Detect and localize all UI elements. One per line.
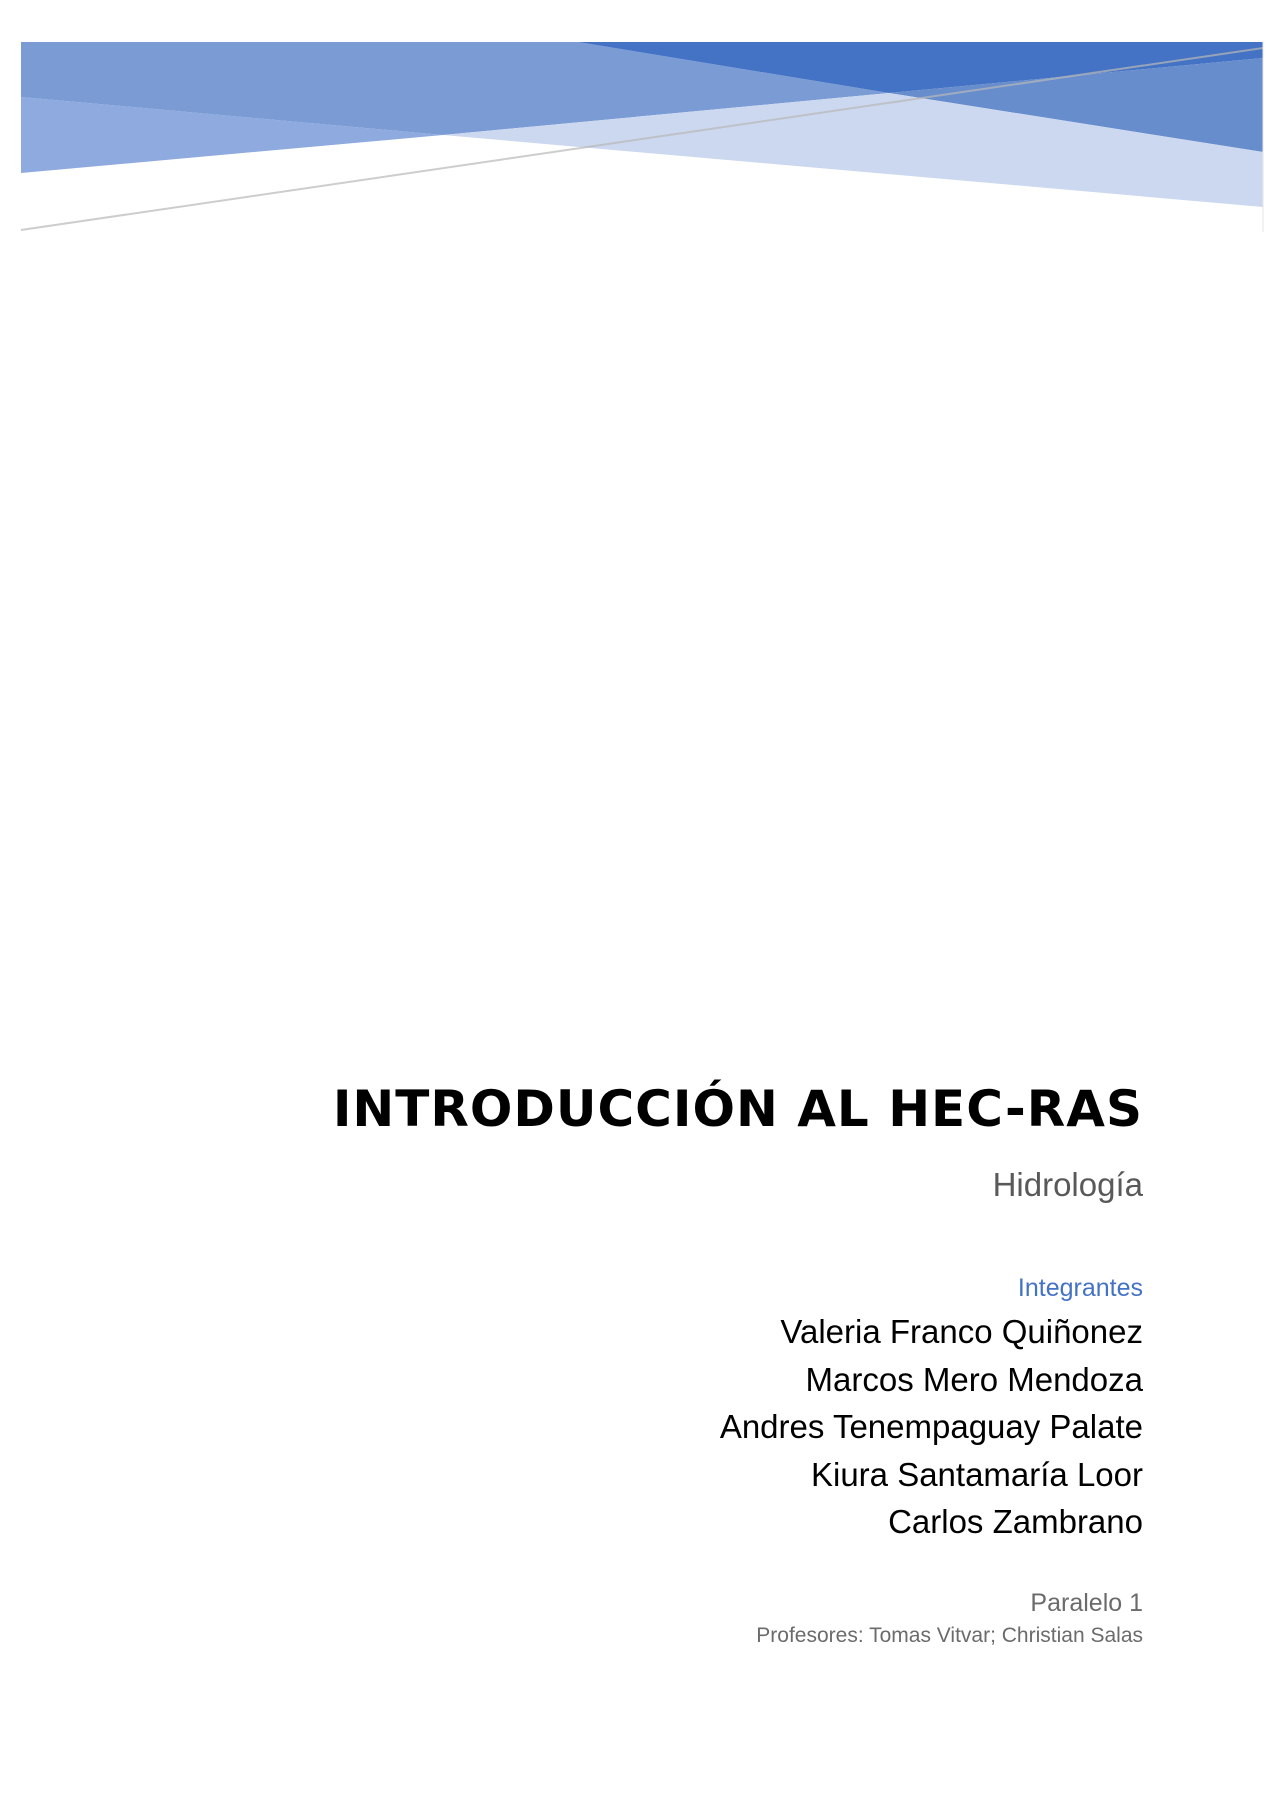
member-name: Marcos Mero Mendoza — [805, 1360, 1143, 1398]
document-title: INTRODUCCIÓN AL HEC-RAS — [332, 1080, 1143, 1138]
member-name: Carlos Zambrano — [888, 1503, 1143, 1540]
members-label: Integrantes — [1017, 1274, 1143, 1302]
header-banner-graphic — [0, 0, 1280, 260]
section-label: Paralelo 1 — [1030, 1589, 1143, 1617]
member-name: Valeria Franco Quiñonez — [780, 1313, 1143, 1350]
professors-line: Profesores: Tomas Vitvar; Christian Salas — [756, 1624, 1143, 1647]
member-name: Andres Tenempaguay Palate — [719, 1408, 1143, 1445]
members-list — [720, 1308, 1143, 1546]
document-subtitle: Hidrología — [992, 1166, 1143, 1203]
member-name: Kiura Santamaría Loor — [810, 1455, 1143, 1493]
